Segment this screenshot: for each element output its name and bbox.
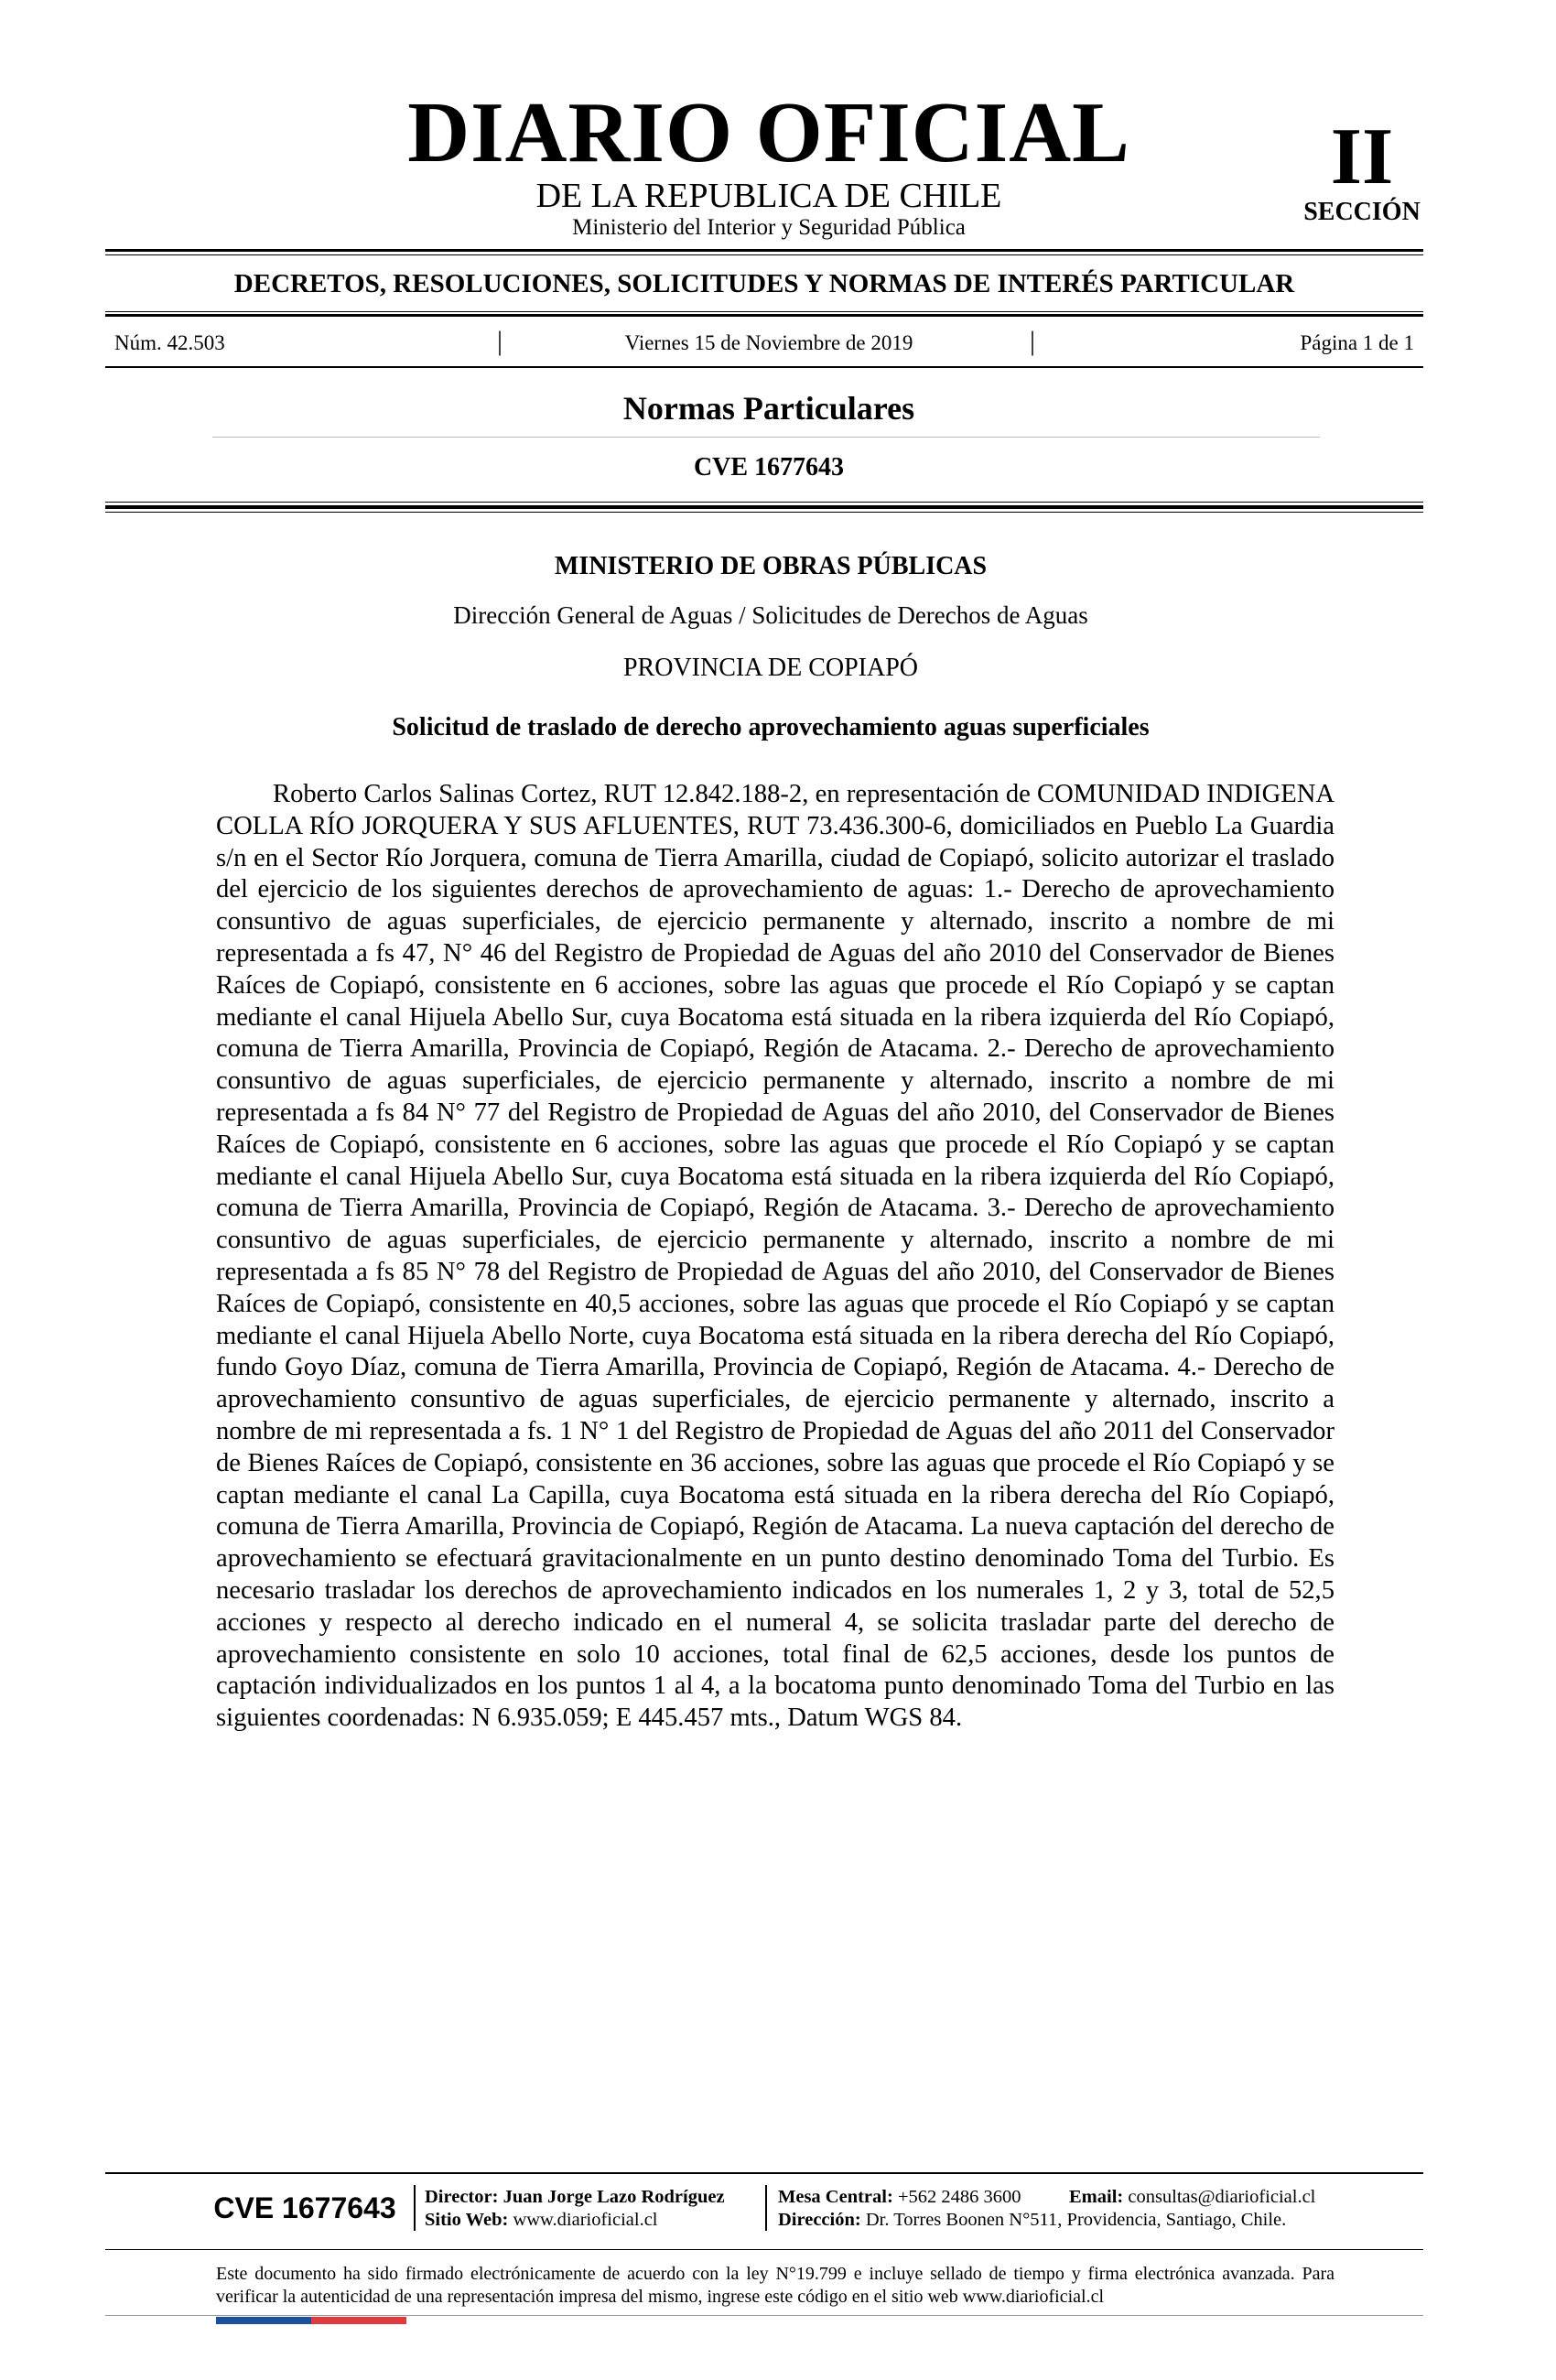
ministry-line: Ministerio del Interior y Seguridad Pública [572, 215, 966, 240]
issue-number: Núm. 42.503 [114, 331, 225, 354]
section-heading: Normas Particulares [622, 390, 915, 427]
email-label: Email: [1069, 2187, 1124, 2207]
section-label: SECCIÓN [1303, 198, 1421, 226]
website-link[interactable]: www.diarioficial.cl [513, 2210, 658, 2230]
phone-number: +562 2486 3600 [897, 2187, 1021, 2207]
cve-rule-thin [105, 512, 1423, 513]
footer-bottom-rule [105, 2315, 1423, 2316]
footer-email [1069, 2186, 1315, 2209]
masthead-rule-thick [105, 249, 1423, 252]
footer-contact [778, 2186, 1021, 2209]
document-province: PROVINCIA DE COPIAPÓ [622, 654, 919, 682]
footer-divider [765, 2185, 767, 2231]
newspaper-title: DIARIO OFICIAL [407, 85, 1130, 180]
section-number: II [1330, 113, 1394, 201]
address-label: Dirección: [778, 2210, 861, 2230]
page-indicator: Página 1 de 1 [1300, 331, 1414, 354]
footer-rule [105, 2172, 1423, 2174]
category-rule-thick [105, 314, 1423, 317]
masthead-rule-thin [105, 254, 1423, 255]
document-ministry: MINISTERIO DE OBRAS PÚBLICAS [554, 552, 988, 580]
issue-date: Viernes 15 de Noviembre de 2019 [624, 331, 913, 354]
newspaper-subtitle: DE LA REPUBLICA DE CHILE [535, 177, 1002, 215]
footer-divider [414, 2185, 416, 2231]
cve-rule-thick [105, 505, 1423, 509]
footer-address [778, 2209, 1286, 2232]
flag-stripe-red [311, 2317, 406, 2324]
section-heading-rule [212, 437, 1320, 438]
cve-rule-thin [105, 502, 1423, 503]
meta-rule [105, 366, 1423, 368]
director-name: Juan Jorge Lazo Rodríguez [502, 2187, 725, 2207]
footer-cve-code: CVE 1677643 [213, 2191, 396, 2224]
document-title: Solicitud de traslado de derecho aprovechamiento aguas superficiales [392, 713, 1150, 741]
category-heading: DECRETOS, RESOLUCIONES, SOLICITUDES Y NORMAS DE INTERÉS PARTICULAR [233, 269, 1295, 298]
meta-separator: | [1030, 326, 1036, 356]
meta-separator: | [497, 326, 503, 356]
signature-note: Este documento ha sido firmado electrónicamente de acuerdo con la ley N°19.799 e incluye sellado de tiempo y firma electrónica avanzada. Para verificar la autenticidad de una representación impresa del mismo, ingrese este código en el sitio web www.diarioficial.cl [216, 2264, 1334, 2307]
footer-note-rule [105, 2249, 1423, 2250]
footer-director [425, 2186, 725, 2209]
cve-code: CVE 1677643 [693, 453, 845, 481]
address-value: Dr. Torres Boonen N°511, Providencia, Santiago, Chile. [865, 2210, 1287, 2230]
document-direction: Dirección General de Aguas / Solicitudes de Derechos de Aguas [453, 601, 1088, 629]
website-label: Sitio Web: [425, 2210, 509, 2230]
document-body: Roberto Carlos Salinas Cortez, RUT 12.842.188-2, en representación de COMUNIDAD INDIGENA COLLA RÍO JORQUERA Y SUS AFLUENTES, RUT 73.436.300-6, domiciliados en Pueblo La Guardia s/n en el Sector Río Jorquera, comuna de Tierra Amarilla, ciudad de Copiapó, solicito autorizar el traslado del ejercicio de los siguientes derechos de aprovechamiento de aguas: 1.- Derecho de aprovechamiento consuntivo de aguas superficiales, de ejercicio permanente y alternado, inscrito a nombre de mi representada a fs 47, N° 46 del Registro de Propiedad de Aguas del año 2010 del Conservador de Bienes Raíces de Copiapó, consistente en 6 acciones, sobre las aguas que procede el Río Copiapó y se captan mediante el canal Hijuela Abello Sur, cuya Bocatoma está situada en la ribera izquierda del Río Copiapó, comuna de Tierra Amarilla, Provincia de Copiapó, Región de Atacama. 2.- Derecho de aprovechamiento consuntivo de aguas superficiales, de ejercicio permanente y alternado, inscrito a nombre de mi representada a fs 84 N° 77 del Registro de Propiedad de Aguas del año 2010, del Conservador de Bienes Raíces de Copiapó, consistente en 6 acciones, sobre las aguas que procede el Río Copiapó y se captan mediante el canal Hijuela Abello Sur, cuya Bocatoma está situada en la ribera izquierda del Río Copiapó, comuna de Tierra Amarilla, Provincia de Copiapó, Región de Atacama. 3.- Derecho de aprovechamiento consuntivo de aguas superficiales, de ejercicio permanente y alternado, inscrito a nombre de mi representada a fs 85 N° 78 del Registro de Propiedad de Aguas del año 2010, del Conservador de Bienes Raíces de Copiapó, consistente en 40,5 acciones, sobre las aguas que procede el Río Copiapó y se captan mediante el canal Hijuela Abello Norte, cuya Bocatoma está situada en la ribera derecha del Río Copiapó, fundo Goyo Díaz, comuna de Tierra Amarilla, Provincia de Copiapó, Región de Atacama. 4.- Derecho de aprovechamiento consuntivo de aguas superficiales, de ejercicio permanente y alternado, inscrito a nombre de mi representada a fs. 1 N° 1 del Registro de Propiedad de Aguas del año 2011 del Conservador de Bienes Raíces de Copiapó, consistente en 36 acciones, sobre las aguas que procede el Río Copiapó y se captan mediante el canal La Capilla, cuya Bocatoma está situada en la ribera derecha del Río Copiapó, comuna de Tierra Amarilla, Provincia de Copiapó, Región de Atacama. La nueva captación del derecho de aprovechamiento se efectuará gravitacionalmente en un punto destino denominado Toma del Turbio. Es necesario trasladar los derechos de aprovechamiento indicados en los numerales 1, 2 y 3, total de 52,5 acciones y respecto al derecho indicado en el numeral 4, se solicita trasladar parte del derecho de aprovechamiento consistente en solo 10 acciones, total final de 62,5 acciones, desde los puntos de captación individualizados en los puntos 1 al 4, a la bocatoma punto denominado Toma del Turbio en las siguientes coordenadas: N 6.935.059; E 445.457 mts., Datum WGS 84. [216, 780, 1334, 1733]
email-link[interactable]: consultas@diarioficial.cl [1128, 2187, 1316, 2207]
flag-stripe-blue [216, 2317, 311, 2324]
category-rule-thin [105, 311, 1423, 312]
phone-label: Mesa Central: [778, 2187, 893, 2207]
footer-website [425, 2209, 658, 2232]
director-label: Director: [425, 2187, 499, 2207]
